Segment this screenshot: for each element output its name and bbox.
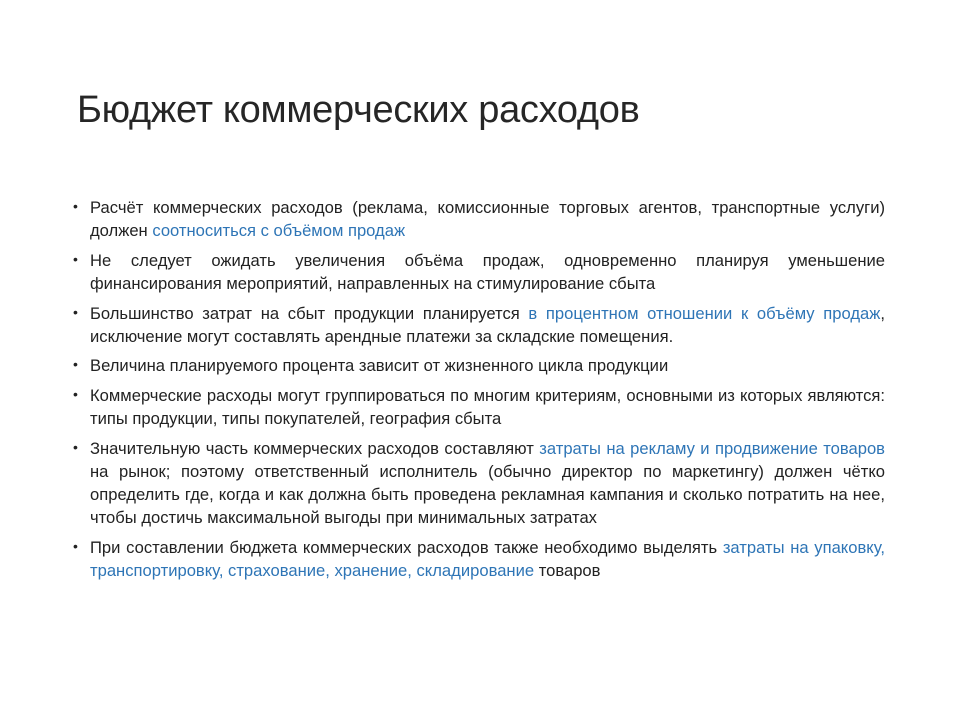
bullet-item [73,249,885,295]
bullet-dot-icon: • [73,198,78,214]
bullet-text: Большинство затрат на сбыт продукции планируется [90,303,529,323]
bullet-item [73,437,885,529]
bullet-text: При составлении бюджета коммерческих расходов также необходимо выделять [90,537,723,557]
bullet-text: Не следует ожидать увеличения объёма продаж, одновременно планируя уменьшение финансирования мероприятий, направленных на стимулирование сбыта [90,250,885,293]
bullet-dot-icon: • [73,356,78,373]
bullet-list [73,196,885,589]
bullet-text: товаров [534,560,601,580]
bullet-dot-icon: • [73,438,78,455]
slide-title: Бюджет коммерческих расходов [77,89,640,131]
bullet-item [73,302,885,348]
bullet-text: Коммерческие расходы могут группироваться по многим критериям, основными из которых являются: типы продукции, типы покупателей, география сбыта [90,386,885,429]
bullet-item [73,196,885,242]
bullet-highlight: затраты на рекламу и продвижение товаров [539,438,885,458]
bullet-text: Величина планируемого процента зависит от жизненного цикла продукции [90,356,669,376]
bullet-text: , исключение могут составлять арендные платежи за складские помещения. [90,303,885,346]
bullet-highlight: в процентном отношении к объёму продаж [528,303,881,323]
bullet-highlight: соотноситься с объёмом продаж [152,221,406,240]
bullet-text: Расчёт коммерческих расходов (реклама, комиссионные торговых агентов, транспортные услуги) должен [90,198,885,240]
bullet-item [73,384,885,430]
bullet-dot-icon: • [73,303,78,320]
bullet-item [73,536,885,582]
bullet-dot-icon: • [73,537,78,554]
bullet-dot-icon: • [73,250,78,267]
bullet-item [73,354,885,377]
bullet-text: на рынок; поэтому ответственный исполнитель (обычно директор по маркетингу) должен чётко определить где, когда и как должна быть проведена рекламная кампания и сколько потратить на нее, чтобы достичь максимальной выгоды при минимальных затратах [90,461,885,527]
bullet-dot-icon: • [73,386,78,403]
bullet-highlight: затраты на упаковку, транспортировку, страхование, хранение, складирование [90,537,885,580]
bullet-text: Значительную часть коммерческих расходов составляют [90,438,540,458]
